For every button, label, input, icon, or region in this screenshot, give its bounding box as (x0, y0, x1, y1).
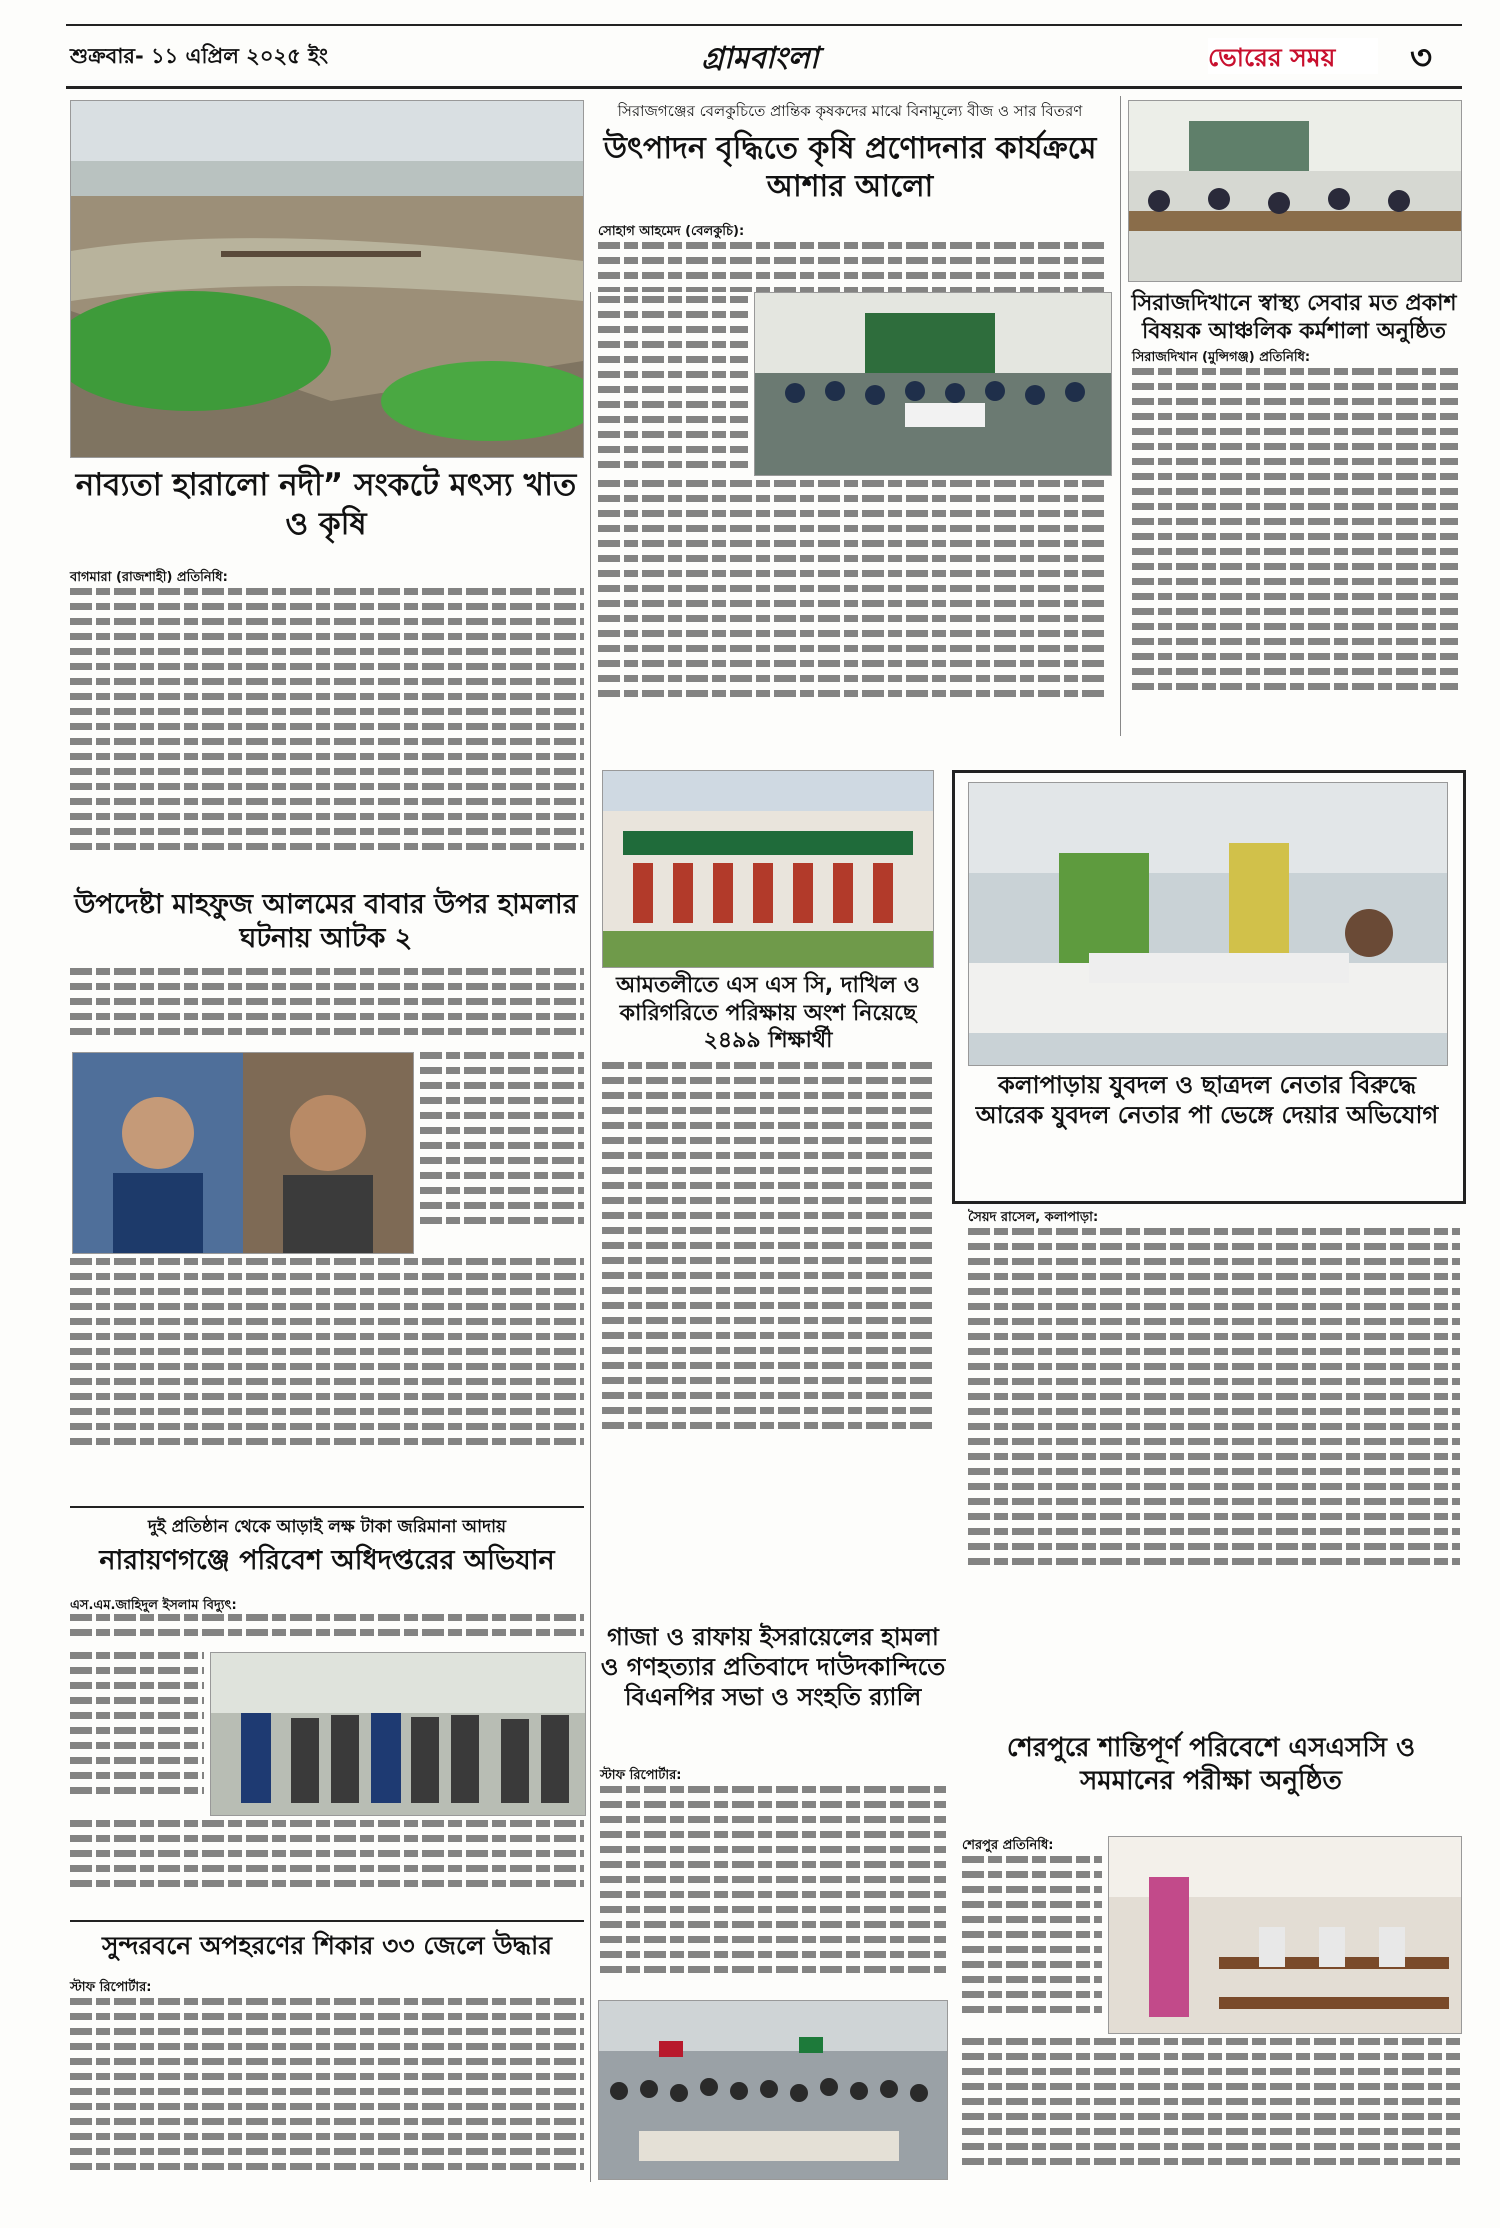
sherpur-body-bottom (962, 2038, 1460, 2188)
health-body (1132, 368, 1458, 720)
masthead-rule (66, 86, 1462, 89)
column-divider-left (590, 292, 591, 2182)
hospital-photo (968, 782, 1448, 1066)
gaza-byline: স্টাফ রিপোর্টার: (600, 1768, 682, 1783)
health-byline: সিরাজদিখান (মুন্সিগঞ্জ) প্রতিনিধি: (1132, 350, 1311, 365)
attack-body-bottom (70, 1258, 584, 1476)
paper-name: ভোরের সময় (1208, 43, 1336, 72)
environment-body-col (70, 1652, 204, 1814)
issue-date: শুক্রবার- ১১ এপ্রিল ২০২৫ ইং (70, 44, 329, 68)
health-headline: সিরাজদিখানে স্বাস্থ্য সেবার মত প্রকাশ বিষয়ক আঞ্চলিক কর্মশালা অনুষ্ঠিত (1131, 291, 1457, 344)
sherpur-byline: শেরপুর প্রতিনিধি: (962, 1838, 1054, 1853)
environment-kicker: দুই প্রতিষ্ঠান থেকে আড়াই লক্ষ টাকা জরিমানা আদায় (147, 1517, 507, 1537)
exam-amtoli-headline: আমতলীতে এস এস সি, দাখিল ও কারিগরিতে পরিক্ষায় অংশ নিয়েছে ২৪৯৯ শিক্ষার্থী (616, 973, 920, 1053)
kalapara-body (968, 1228, 1460, 1604)
sherpur-body-col (962, 1856, 1102, 2032)
exam-hall-photo (1108, 1836, 1462, 2034)
gaza-body (600, 1786, 946, 1992)
environment-body-bottom (70, 1820, 584, 1912)
attack-suspects-photo (72, 1052, 414, 1254)
exam-amtoli-body (602, 1062, 936, 1470)
seed-distribution-photo (754, 292, 1112, 476)
seeds-headline: উৎপাদন বৃদ্ধিতে কৃষি প্রণোদনার কার্যক্রমে আশার আলো (603, 131, 1097, 204)
seeds-byline: সোহাগ আহমেদ (বেলকুচি): (598, 224, 745, 239)
kalapara-byline: সৈয়দ রাসেল, কলাপাড়া: (968, 1210, 1099, 1225)
seeds-body-col (598, 296, 748, 474)
river-photo (70, 100, 584, 458)
attack-body-col (420, 1052, 584, 1252)
paper-logo (1208, 38, 1378, 74)
health-workshop-photo (1128, 100, 1462, 282)
seeds-body-bottom (598, 480, 1108, 720)
environment-byline: এস.এম.জাহিদুল ইসলাম বিদ্যুৎ: (70, 1598, 237, 1613)
gaza-rally-photo (598, 2000, 948, 2180)
environment-rule (70, 1506, 584, 1508)
sherpur-headline: শেরপুরে শান্তিপূর্ণ পরিবেশে এসএসসি ও সমমানের পরীক্ষা অনুষ্ঠিত (1006, 1733, 1416, 1796)
environment-headline: নারায়ণগঞ্জে পরিবেশ অধিদপ্তরের অভিযান (99, 1545, 555, 1576)
sundarban-rule (70, 1920, 584, 1922)
page-number: ৩ (1410, 38, 1433, 78)
kalapara-headline: কলাপাড়ায় যুবদল ও ছাত্রদল নেতার বিরুদ্ধে আরেক যুবদল নেতার পা ভেঙ্গে দেয়ার অভিযোগ (975, 1071, 1439, 1129)
river-body (70, 588, 584, 878)
sundarban-byline: স্টাফ রিপোর্টার: (70, 1980, 152, 1995)
environment-raid-photo (210, 1652, 586, 1816)
exam-center-photo (602, 770, 934, 968)
attack-body-top (70, 968, 584, 1048)
attack-headline: উপদেষ্টা মাহফুজ আলমের বাবার উপর হামলার ঘটনায় আটক ২ (74, 889, 578, 954)
river-headline: নাব্যতা হারালো নদী” সংকটে মৎস্য খাত ও কৃষি (75, 467, 577, 542)
seeds-kicker: সিরাজগঞ্জের বেলকুচিতে প্রান্তিক কৃষকদের মাঝে বিনামূল্যে বীজ ও সার বিতরণ (617, 102, 1083, 120)
section-title: গ্রামবাংলা (701, 41, 819, 76)
river-byline: বাগমারা (রাজশাহী) প্রতিনিধি: (70, 570, 228, 585)
column-divider-right (1120, 96, 1121, 736)
environment-body-top (70, 1614, 584, 1648)
sundarban-body (70, 1998, 584, 2188)
sundarban-headline: সুন্দরবনে অপহরণের শিকার ৩৩ জেলে উদ্ধার (101, 1931, 553, 1960)
seeds-body-top (598, 242, 1108, 292)
top-rule (66, 24, 1462, 26)
gaza-headline: গাজা ও রাফায় ইসরায়েলের হামলা ও গণহত্যার প্রতিবাদে দাউদকান্দিতে বিএনপির সভা ও সংহতি র‍্যালি (600, 1623, 946, 1711)
